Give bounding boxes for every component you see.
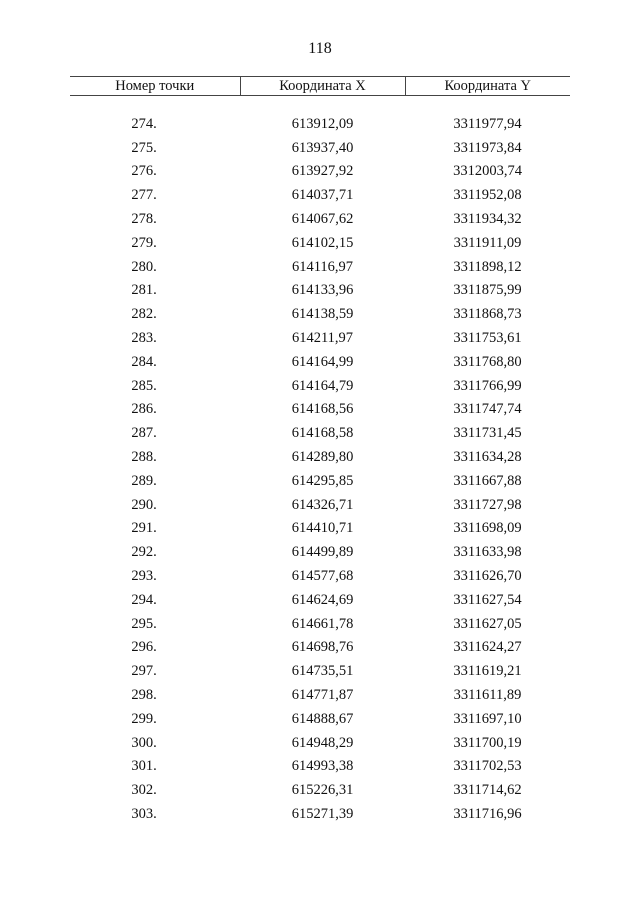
- table-row: [70, 445, 570, 469]
- coordinate-y-cell: 3311702,53: [453, 758, 522, 775]
- coordinate-x-cell: 614735,51: [291, 663, 354, 680]
- point-number-cell: 300.: [131, 734, 157, 751]
- coordinate-y-cell: 3311700,19: [453, 734, 522, 751]
- table-row: [70, 326, 570, 350]
- point-number-cell: 288.: [131, 449, 157, 466]
- table-row: [70, 707, 570, 731]
- table-row: [70, 374, 570, 398]
- coordinate-x-cell: 614289,80: [291, 449, 354, 466]
- coordinate-y-cell: 3311667,88: [453, 472, 522, 489]
- coordinate-y-cell: 3311716,96: [453, 806, 522, 822]
- coordinate-y-cell: 3311727,98: [453, 496, 522, 513]
- point-number-cell: 281.: [131, 282, 157, 299]
- header-point-number: Номер точки: [70, 77, 240, 96]
- coordinate-x-cell: 614888,67: [291, 710, 354, 727]
- coordinate-y-cell: 3311753,61: [453, 330, 522, 347]
- coordinate-y-cell: 3311714,62: [453, 782, 522, 799]
- table-row: [70, 398, 570, 422]
- table-row: [70, 350, 570, 374]
- point-number-cell: 291.: [131, 520, 157, 537]
- coordinate-x-cell: 614661,78: [291, 615, 354, 632]
- table-row: [70, 279, 570, 303]
- coordinates-table: [70, 76, 570, 826]
- point-number-cell: 296.: [131, 639, 157, 656]
- coordinate-y-cell: 3311633,98: [453, 544, 522, 561]
- table-row: [70, 231, 570, 255]
- coordinate-y-cell: 3311911,09: [453, 234, 522, 251]
- table-spacer-cell: [70, 96, 570, 113]
- table-row: [70, 802, 570, 826]
- table-header: [70, 77, 570, 96]
- page-number: 118: [308, 40, 332, 57]
- coordinate-y-cell: 3311627,54: [453, 591, 522, 608]
- table-row: [70, 564, 570, 588]
- point-number-cell: 298.: [131, 687, 157, 704]
- coordinate-y-cell: 3311626,70: [453, 568, 522, 585]
- coordinate-y-cell: 3311875,99: [453, 282, 522, 299]
- coordinate-y-cell: 3311768,80: [453, 353, 522, 370]
- table-row: [70, 612, 570, 636]
- coordinate-x-cell: 614037,71: [291, 187, 354, 204]
- coordinate-y-cell: 3311698,09: [453, 520, 522, 537]
- coordinate-x-cell: 614164,79: [291, 377, 354, 394]
- coordinate-y-cell: 3311934,32: [453, 211, 522, 228]
- table-row: [70, 469, 570, 493]
- point-number-cell: 293.: [131, 568, 157, 585]
- coordinate-x-cell: 613912,09: [291, 115, 354, 132]
- coordinate-x-cell: 614948,29: [291, 734, 354, 751]
- coordinate-x-cell: 614295,85: [291, 472, 354, 489]
- point-number-cell: 292.: [131, 544, 157, 561]
- point-number-cell: 299.: [131, 710, 157, 727]
- point-number-cell: 274.: [131, 115, 157, 132]
- coordinate-y-cell: 3311611,89: [453, 687, 522, 704]
- point-number-cell: 290.: [131, 496, 157, 513]
- point-number-cell: 284.: [131, 353, 157, 370]
- table-row: [70, 731, 570, 755]
- coordinate-y-cell: 3311619,21: [453, 663, 522, 680]
- point-number-cell: 283.: [131, 330, 157, 347]
- coordinate-x-cell: 614116,97: [291, 258, 354, 275]
- coordinate-x-cell: 614326,71: [291, 496, 354, 513]
- coordinate-y-cell: 3311747,74: [453, 401, 522, 418]
- point-number-cell: 282.: [131, 306, 157, 323]
- point-number-cell: 280.: [131, 258, 157, 275]
- point-number-cell: 297.: [131, 663, 157, 680]
- table-row: [70, 421, 570, 445]
- table-row: [70, 183, 570, 207]
- table-row: [70, 207, 570, 231]
- table-row: [70, 588, 570, 612]
- coordinate-x-cell: 614771,87: [291, 687, 354, 704]
- coordinate-x-cell: 614168,58: [291, 425, 354, 442]
- coordinate-x-cell: 614624,69: [291, 591, 354, 608]
- coordinate-x-cell: 615271,39: [291, 806, 354, 822]
- coordinate-y-cell: 3311627,05: [453, 615, 522, 632]
- coordinate-y-cell: 3311973,84: [453, 139, 522, 156]
- coordinate-x-cell: 614211,97: [291, 330, 354, 347]
- point-number-cell: 278.: [131, 211, 157, 228]
- coordinate-x-cell: 614102,15: [291, 234, 354, 251]
- coordinate-x-cell: 614138,59: [291, 306, 354, 323]
- coordinate-y-cell: 3311898,12: [453, 258, 522, 275]
- coordinate-y-cell: 3311977,94: [453, 115, 522, 132]
- coordinate-x-cell: 614698,76: [291, 639, 354, 656]
- coordinate-y-cell: 3311868,73: [453, 306, 522, 323]
- coordinate-x-cell: 613937,40: [291, 139, 354, 156]
- table-row: [70, 517, 570, 541]
- coordinate-x-cell: 614577,68: [291, 568, 354, 585]
- coordinate-y-cell: 3311624,27: [453, 639, 522, 656]
- table-body: [70, 96, 570, 826]
- coordinate-y-cell: 3311731,45: [453, 425, 522, 442]
- table-spacer-row: [70, 96, 570, 113]
- table-row: [70, 136, 570, 160]
- coordinate-y-cell: 3311952,08: [453, 187, 522, 204]
- point-number-cell: 277.: [131, 187, 157, 204]
- header-coordinate-y: Координата Y: [405, 77, 570, 96]
- table-row: [70, 540, 570, 564]
- table-row: [70, 778, 570, 802]
- point-number-cell: 289.: [131, 472, 157, 489]
- point-number-cell: 303.: [131, 806, 157, 822]
- point-number-cell: 302.: [131, 782, 157, 799]
- coordinate-y-cell: 3311697,10: [453, 710, 522, 727]
- table-row: [70, 755, 570, 779]
- table-row: [70, 493, 570, 517]
- coordinate-y-cell: 3311766,99: [453, 377, 522, 394]
- point-number-cell: 295.: [131, 615, 157, 632]
- point-number-cell: 275.: [131, 139, 157, 156]
- coordinate-y-cell: 3312003,74: [453, 163, 522, 180]
- coordinate-x-cell: 613927,92: [291, 163, 354, 180]
- table-row: [70, 255, 570, 279]
- table-row: [70, 112, 570, 136]
- table-row: [70, 683, 570, 707]
- table-row: [70, 636, 570, 660]
- point-number-cell: 285.: [131, 377, 157, 394]
- table-row: [70, 302, 570, 326]
- coordinate-x-cell: 614164,99: [291, 353, 354, 370]
- coordinate-x-cell: 614410,71: [291, 520, 354, 537]
- table-row: [70, 659, 570, 683]
- coordinate-x-cell: 615226,31: [291, 782, 354, 799]
- point-number-cell: 279.: [131, 234, 157, 251]
- point-number-cell: 276.: [131, 163, 157, 180]
- table-row: [70, 160, 570, 184]
- header-coordinate-x: Координата X: [240, 77, 405, 96]
- coordinate-x-cell: 614993,38: [291, 758, 354, 775]
- coordinate-x-cell: 614067,62: [291, 211, 354, 228]
- point-number-cell: 301.: [131, 758, 157, 775]
- coordinate-y-cell: 3311634,28: [453, 449, 522, 466]
- coordinate-x-cell: 614499,89: [291, 544, 354, 561]
- point-number-cell: 287.: [131, 425, 157, 442]
- coordinate-x-cell: 614168,56: [291, 401, 354, 418]
- table-header-row: [70, 77, 570, 96]
- coordinate-x-cell: 614133,96: [291, 282, 354, 299]
- point-number-cell: 294.: [131, 591, 157, 608]
- point-number-cell: 286.: [131, 401, 157, 418]
